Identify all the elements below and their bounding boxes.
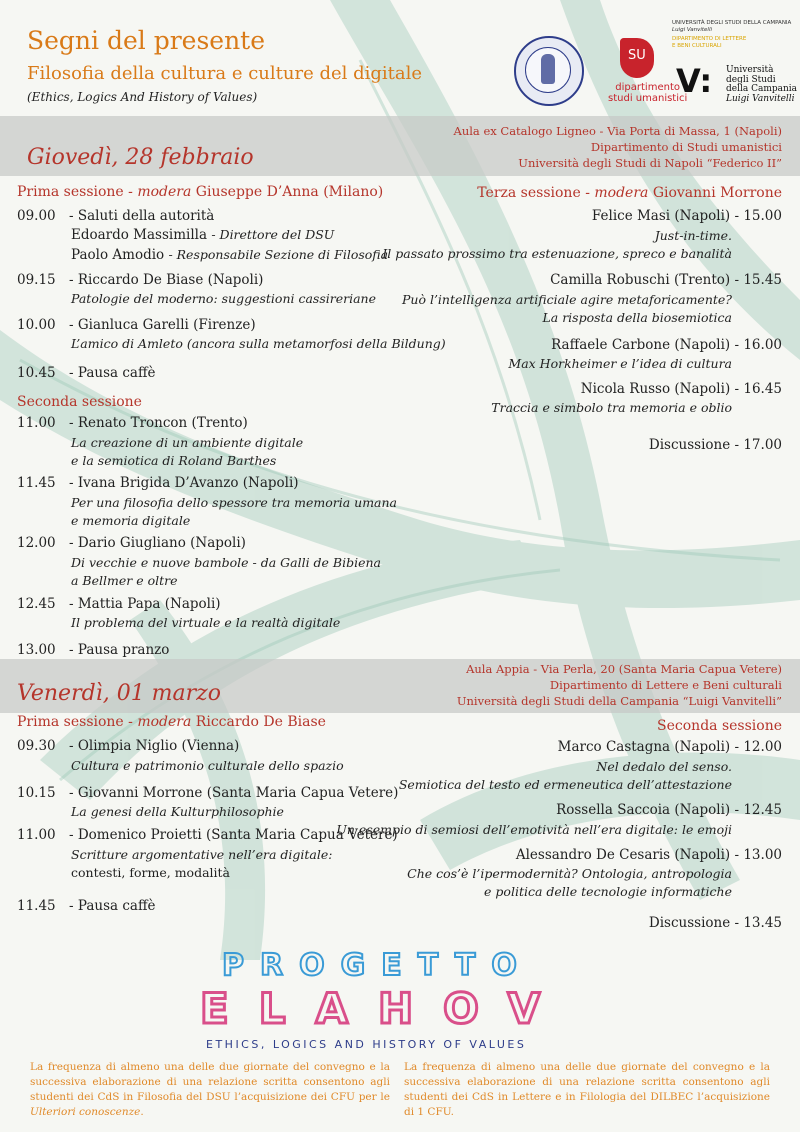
program-item: 09.30 - Olimpia Niglio (Vienna) — [17, 738, 240, 754]
day1-venue: Aula ex Catalogo Ligneo - Via Porta di Massa, 1 (Napoli) Dipartimento di Studi umanistici Università degli Studi di Napoli “Federico II” — [453, 124, 782, 170]
talk-title: Può l’intelligenza artificiale agire metaforicamente? La risposta della biosemiotica — [402, 292, 732, 325]
program-item: 11.45 - Pausa caffè — [17, 898, 156, 914]
program-item: 09.15 - Riccardo De Biase (Napoli) — [17, 272, 264, 288]
program-item: Raffaele Carbone (Napoli) - 16.00 — [551, 337, 782, 353]
federico-ii-seal-logo — [514, 36, 584, 106]
talk-title: Cultura e patrimonio culturale dello spazio — [71, 758, 344, 773]
day2-session1-heading: Prima sessione - modera Riccardo De Biase — [17, 714, 326, 730]
program-item: Paolo Amodio - Responsabile Sezione di Filosofia — [71, 247, 389, 263]
cfu-note-left: La frequenza di almeno una delle due giornate del convegno e la successiva elaborazione di una relazione scritta consentono agli studenti dei CdS in Filosofia del DSU l’acquisizione dei CFU per le Ulteriori conoscenze. — [30, 1061, 390, 1118]
program-item: Alessandro De Cesaris (Napoli) - 13.00 — [515, 847, 782, 863]
poster-tagline: (Ethics, Logics And History of Values) — [27, 90, 258, 104]
talk-title: Patologie del moderno: suggestioni cassireriane — [71, 291, 377, 306]
program-item: 12.00 - Dario Giugliano (Napoli) — [17, 535, 246, 551]
vanvitelli-department-logo: UNIVERSITÀ DEGLI STUDI DELLA CAMPANIA Luigi Vanvitelli DIPARTIMENTO DI LETTERE E BENI CULTURALI — [672, 20, 792, 49]
talk-title: Di vecchie e nuove bambole - da Galli de Bibiena a Bellmer e oltre — [71, 555, 381, 588]
talk-title: Traccia e simbolo tra memoria e oblio — [491, 400, 732, 415]
vanvitelli-v-logo: V: — [676, 62, 713, 100]
cfu-note-right: La frequenza di almeno una delle due giornate del convegno e la successiva elaborazione di una relazione scritta consentono agli studenti dei CdS in Lettere e in Filologia del DILBEC l’acquisizione di 1 CFU. — [404, 1061, 770, 1118]
talk-title: Max Horkheimer e l’idea di cultura — [508, 356, 732, 371]
poster-subtitle: Filosofia della cultura e culture del digitale — [27, 63, 423, 84]
day1-title: Giovedì, 28 febbraio — [27, 145, 254, 170]
program-item: Rossella Saccoia (Napoli) - 12.45 — [556, 802, 782, 818]
day2-session2-heading: Seconda sessione — [657, 718, 782, 734]
program-item: 11.00 - Renato Troncon (Trento) — [17, 415, 248, 431]
program-item: 10.45 - Pausa caffè — [17, 365, 156, 381]
dsu-logo-mark: SU — [620, 38, 654, 78]
program-item: Nicola Russo (Napoli) - 16.45 — [580, 381, 782, 397]
talk-title: Just-in-time. Il passato prossimo tra estenuazione, spreco e banalità — [382, 228, 732, 261]
program-item: Felice Masi (Napoli) - 15.00 — [591, 208, 782, 224]
talk-title: Per una filosofia dello spessore tra memoria umana e memoria digitale — [71, 495, 398, 528]
program-item: Camilla Robuschi (Trento) - 15.45 — [550, 272, 782, 288]
dsu-logo-text: dipartimento studi umanistici — [608, 82, 688, 104]
day2-venue: Aula Appia - Via Perla, 20 (Santa Maria Capua Vetere) Dipartimento di Lettere e Beni culturali Università degli Studi della Campania “Luigi Vanvitelli” — [456, 662, 782, 708]
talk-title: La genesi della Kulturphilosophie — [71, 804, 284, 819]
elahov-tagline: ETHICS, LOGICS AND HISTORY OF VALUES — [206, 1038, 527, 1051]
talk-title: Un esempio di semiosi dell’emotività nell’era digitale: le emoji — [336, 822, 732, 837]
talk-title: Il problema del virtuale e la realtà digitale — [71, 615, 341, 630]
day1-session2-heading: Seconda sessione — [17, 394, 142, 410]
elahov-logo-text: ELAHOV — [200, 984, 571, 1033]
talk-title: Che cos’è l’ipermodernità? Ontologia, antropologia e politica delle tecnologie informatiche — [407, 866, 732, 899]
talk-title: La creazione di un ambiente digitale e la semiotica di Roland Barthes — [71, 435, 304, 468]
poster-title: Segni del presente — [27, 26, 266, 55]
program-item: 09.00 - Saluti della autorità — [17, 208, 215, 224]
program-item: 12.45 - Mattia Papa (Napoli) — [17, 596, 221, 612]
talk-title: L’amico di Amleto (ancora sulla metamorfosi della Bildung) — [71, 336, 446, 351]
program-item: Edoardo Massimilla - Direttore del DSU — [71, 227, 335, 243]
program-item: Discussione - 13.45 — [648, 915, 782, 931]
day2-title: Venerdì, 01 marzo — [17, 681, 222, 706]
program-item: 10.00 - Gianluca Garelli (Firenze) — [17, 317, 256, 333]
day1-session1-heading: Prima sessione - modera Giuseppe D’Anna (Milano) — [17, 184, 384, 200]
progetto-logo-text: PROGETTO — [222, 948, 533, 983]
program-item: 10.15 - Giovanni Morrone (Santa Maria Capua Vetere) — [17, 785, 399, 801]
program-item: 13.00 - Pausa pranzo — [17, 642, 170, 658]
day1-session3-heading: Terza sessione - modera Giovanni Morrone — [477, 185, 782, 201]
program-item: Discussione - 17.00 — [648, 437, 782, 453]
program-item: 11.00 - Domenico Proietti (Santa Maria Capua Vetere) — [17, 827, 398, 843]
talk-title: Scritture argomentative nell’era digitale: contesti, forme, modalità — [71, 847, 333, 880]
talk-title: Nel dedalo del senso. Semiotica del testo ed ermeneutica dell’attestazione — [398, 759, 732, 792]
program-item: Marco Castagna (Napoli) - 12.00 — [557, 739, 782, 755]
vanvitelli-university-text: Università degli Studi della Campania Luigi Vanvitelli — [726, 65, 798, 104]
program-item: 11.45 - Ivana Brigida D’Avanzo (Napoli) — [17, 475, 299, 491]
